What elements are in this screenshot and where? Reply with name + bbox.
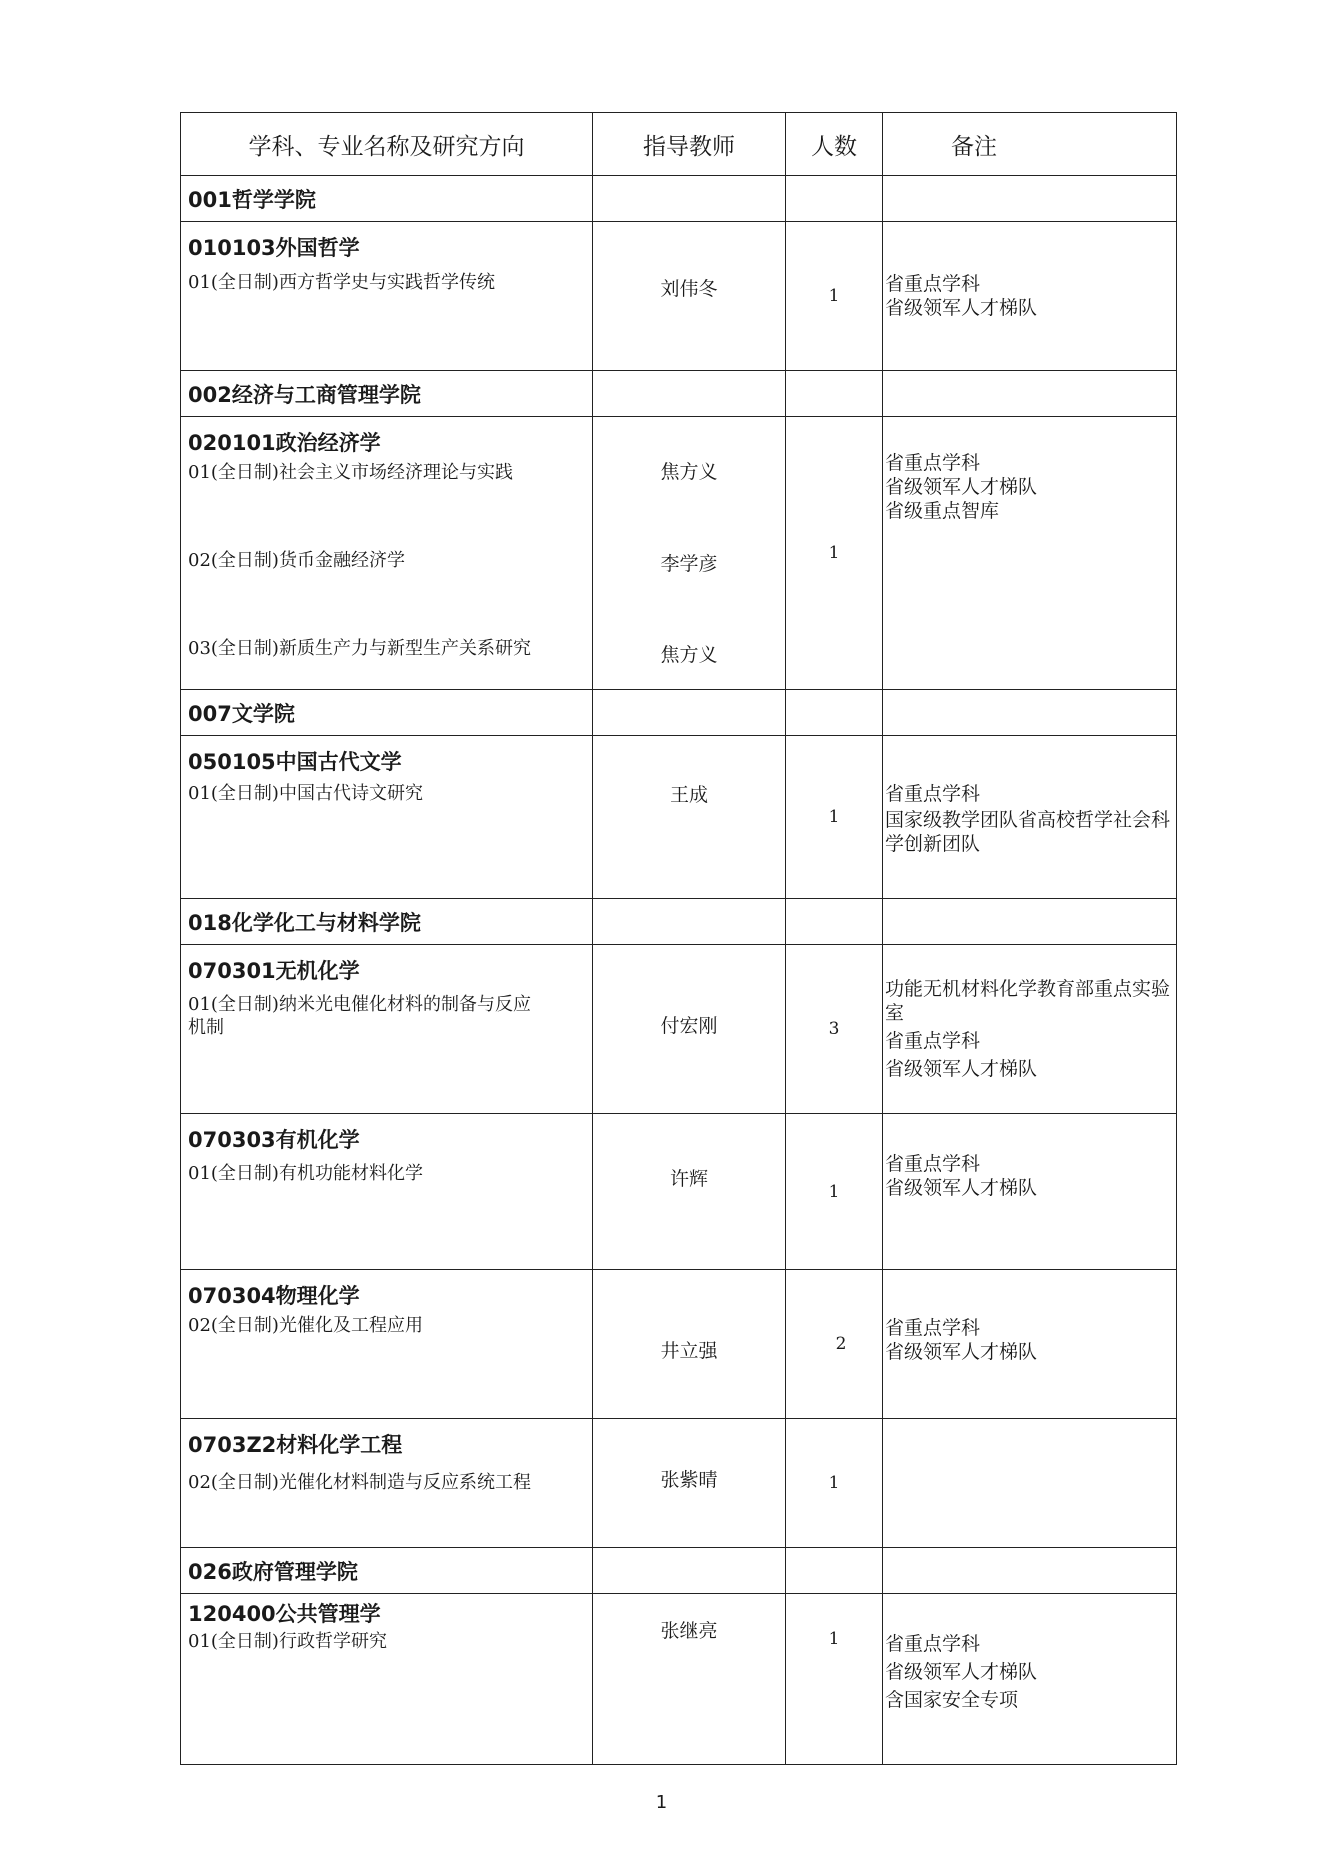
- direction-name: 02(全日制)货币金融经济学: [188, 550, 405, 571]
- major-row: [181, 736, 1177, 899]
- header-subject: 学科、专业名称及研究方向: [181, 113, 593, 176]
- remark-line: 省重点学科: [885, 1153, 981, 1175]
- advisor-name: 刘伟冬: [660, 278, 718, 300]
- direction-name: 01(全日制)纳米光电催化材料的制备与反应机制: [188, 994, 531, 1038]
- enrollment-count: 1: [786, 417, 883, 690]
- advisor-name: 张继亮: [660, 1620, 718, 1642]
- remark-line: 省级领军人才梯队: [885, 1058, 1038, 1080]
- advisor-name: 井立强: [660, 1340, 718, 1362]
- college-name: 002经济与工商管理学院: [181, 371, 593, 417]
- remark-line: 省级领军人才梯队: [885, 297, 1038, 319]
- direction-name: 01(全日制)中国古代诗文研究: [188, 783, 423, 804]
- header-remarks: 备注: [883, 113, 1177, 176]
- college-row: [181, 899, 1177, 945]
- remark-line: 省重点学科: [885, 1030, 981, 1052]
- enrollment-count: 1: [786, 1594, 883, 1765]
- college-name: 026政府管理学院: [181, 1548, 593, 1594]
- header-advisor: 指导教师: [593, 113, 786, 176]
- remark-line: 省级重点智库: [885, 500, 1000, 522]
- remark-line: 省重点学科: [885, 273, 981, 295]
- enrollment-count: 2: [786, 1270, 883, 1419]
- major-title: 010103外国哲学: [188, 236, 360, 260]
- direction-name: 01(全日制)西方哲学史与实践哲学传统: [188, 272, 495, 293]
- advisor-name: 王成: [669, 784, 708, 806]
- major-row: [181, 1270, 1177, 1419]
- major-row: [181, 417, 1177, 690]
- major-title: 0703Z2材料化学工程: [188, 1433, 403, 1457]
- header-count: 人数: [786, 113, 883, 176]
- advisor-name: 许辉: [669, 1168, 708, 1190]
- major-row: [181, 222, 1177, 371]
- major-row: [181, 1594, 1177, 1765]
- college-name: 018化学化工与材料学院: [181, 899, 593, 945]
- advisor-name: 李学彦: [660, 553, 718, 575]
- major-title: 070301无机化学: [188, 959, 360, 983]
- advisor-name: 张紫晴: [660, 1469, 718, 1491]
- college-row: [181, 690, 1177, 736]
- advisor-name: 焦方义: [660, 461, 718, 483]
- remark-line: 功能无机材料化学教育部重点实验室: [885, 978, 1171, 1024]
- enrollment-count: 1: [786, 1114, 883, 1270]
- direction-name: 03(全日制)新质生产力与新型生产关系研究: [188, 638, 531, 659]
- direction-name: 01(全日制)有机功能材料化学: [188, 1163, 423, 1184]
- direction-name: 02(全日制)光催化及工程应用: [188, 1315, 423, 1336]
- remark-line: 省级领军人才梯队: [885, 1341, 1038, 1363]
- enrollment-table-container: [180, 112, 1176, 1765]
- college-row: [181, 1548, 1177, 1594]
- major-title: 120400公共管理学: [188, 1602, 381, 1626]
- remark-line: 省重点学科: [885, 1317, 981, 1339]
- direction-name: 01(全日制)社会主义市场经济理论与实践: [188, 462, 513, 483]
- table-header-row: [181, 113, 1177, 176]
- remark-line: 国家级教学团队省高校哲学社会科学创新团队: [885, 809, 1171, 855]
- major-title: 020101政治经济学: [188, 431, 381, 455]
- remark-line: 省级领军人才梯队: [885, 476, 1038, 498]
- enrollment-table: [180, 112, 1177, 1765]
- major-title: 070303有机化学: [188, 1128, 360, 1152]
- college-row: [181, 371, 1177, 417]
- major-title: 050105中国古代文学: [188, 750, 402, 774]
- enrollment-count: 1: [786, 222, 883, 371]
- remark-line: 含国家安全专项: [885, 1689, 1019, 1711]
- direction-name: 02(全日制)光催化材料制造与反应系统工程: [188, 1472, 531, 1493]
- direction-name: 01(全日制)行政哲学研究: [188, 1631, 387, 1652]
- enrollment-count: 1: [786, 736, 883, 899]
- remark-line: 省重点学科: [885, 783, 981, 805]
- major-title: 070304物理化学: [188, 1284, 360, 1308]
- college-name: 007文学院: [181, 690, 593, 736]
- page-number: 1: [655, 1792, 668, 1813]
- major-row: [181, 945, 1177, 1114]
- major-row: [181, 1419, 1177, 1548]
- college-row: [181, 176, 1177, 222]
- remark-line: 省重点学科: [885, 452, 981, 474]
- advisor-name: 焦方义: [660, 644, 718, 666]
- college-name: 001哲学学院: [181, 176, 593, 222]
- enrollment-count: 3: [786, 945, 883, 1114]
- major-row: [181, 1114, 1177, 1270]
- remark-line: 省级领军人才梯队: [885, 1661, 1038, 1683]
- enrollment-count: 1: [786, 1419, 883, 1548]
- remark-line: 省级领军人才梯队: [885, 1177, 1038, 1199]
- advisor-name: 付宏刚: [660, 1015, 718, 1037]
- remark-line: 省重点学科: [885, 1633, 981, 1655]
